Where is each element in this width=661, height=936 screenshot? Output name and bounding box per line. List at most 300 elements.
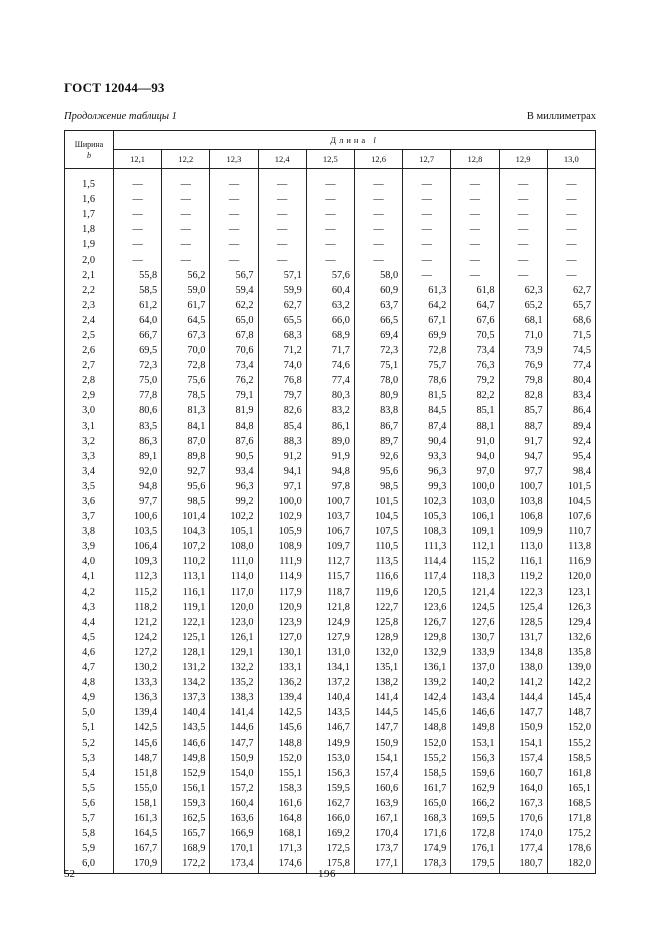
table-row [65, 615, 596, 630]
value-cell: 117,0 [210, 585, 258, 600]
value-cell: 96,3 [210, 479, 258, 494]
value-cell: 72,8 [162, 358, 210, 373]
table-row [65, 328, 596, 343]
value-cell: 131,7 [499, 630, 547, 645]
width-cell: 2,1 [65, 268, 114, 283]
value-cell: — [403, 222, 451, 237]
value-cell: 93,3 [403, 449, 451, 464]
value-cell: 86,1 [306, 419, 354, 434]
value-cell: 114,4 [403, 554, 451, 569]
value-cell: — [306, 237, 354, 252]
width-cell: 5,3 [65, 751, 114, 766]
table-row [65, 630, 596, 645]
width-cell: 3,9 [65, 539, 114, 554]
value-cell: 157,4 [354, 766, 402, 781]
value-cell: 133,3 [114, 675, 162, 690]
value-cell: — [354, 237, 402, 252]
value-cell: — [547, 192, 595, 207]
value-cell: 91,2 [258, 449, 306, 464]
table-row [65, 811, 596, 826]
value-cell: 89,7 [354, 434, 402, 449]
value-cell: 98,4 [547, 464, 595, 479]
value-cell: — [354, 252, 402, 267]
value-cell: 69,4 [354, 328, 402, 343]
value-cell: 62,7 [258, 298, 306, 313]
value-cell: 72,3 [114, 358, 162, 373]
width-cell: 4,0 [65, 554, 114, 569]
value-cell: 136,3 [114, 690, 162, 705]
value-cell: 85,7 [499, 403, 547, 418]
spacer-cell [114, 871, 162, 874]
width-cell: 2,6 [65, 343, 114, 358]
value-cell: — [306, 192, 354, 207]
value-cell: 69,9 [403, 328, 451, 343]
spacer-cell [114, 169, 162, 178]
value-cell: 100,0 [451, 479, 499, 494]
table-row [65, 539, 596, 554]
value-cell: 145,6 [114, 735, 162, 750]
value-cell: — [162, 177, 210, 192]
value-cell: 122,1 [162, 615, 210, 630]
value-cell: 182,0 [547, 856, 595, 871]
spacer-cell [547, 169, 595, 178]
value-cell: 170,4 [354, 826, 402, 841]
value-cell: 178,6 [547, 841, 595, 856]
value-cell: 163,9 [354, 796, 402, 811]
width-cell: 2,2 [65, 283, 114, 298]
value-cell: 60,4 [306, 283, 354, 298]
spacer-row [65, 169, 596, 178]
table-row [65, 313, 596, 328]
value-cell: 68,6 [547, 313, 595, 328]
value-cell: 124,2 [114, 630, 162, 645]
value-cell: 63,7 [354, 298, 402, 313]
length-header-cell: 12,2 [162, 150, 210, 169]
spacer-cell [162, 169, 210, 178]
value-cell: 88,3 [258, 434, 306, 449]
value-cell: 145,6 [258, 720, 306, 735]
value-cell: 67,1 [403, 313, 451, 328]
value-cell: 157,2 [210, 781, 258, 796]
value-cell: 118,7 [306, 585, 354, 600]
value-cell: 85,1 [451, 403, 499, 418]
value-cell: 153,1 [451, 735, 499, 750]
page-counter: 196 [318, 868, 336, 880]
value-cell: 84,8 [210, 419, 258, 434]
value-cell: — [451, 192, 499, 207]
value-cell: 154,1 [354, 751, 402, 766]
value-cell: 67,8 [210, 328, 258, 343]
value-cell: 71,2 [258, 343, 306, 358]
value-cell: 100,6 [114, 509, 162, 524]
value-cell: 137,2 [306, 675, 354, 690]
value-cell: 170,6 [499, 811, 547, 826]
value-cell: 136,2 [258, 675, 306, 690]
table-row [65, 826, 596, 841]
table-row [65, 298, 596, 313]
length-header-cell: 12,9 [499, 150, 547, 169]
value-cell: 154,1 [499, 735, 547, 750]
value-cell: 164,8 [258, 811, 306, 826]
value-cell: 66,5 [354, 313, 402, 328]
value-cell: 68,1 [499, 313, 547, 328]
value-cell: 98,5 [354, 479, 402, 494]
table-row [65, 720, 596, 735]
value-cell: 171,3 [258, 841, 306, 856]
value-cell: 131,0 [306, 645, 354, 660]
value-cell: 162,9 [451, 781, 499, 796]
value-cell: 125,4 [499, 600, 547, 615]
value-cell: 148,7 [547, 705, 595, 720]
value-cell: 146,6 [162, 735, 210, 750]
value-cell: 177,4 [499, 841, 547, 856]
value-cell: 109,1 [451, 524, 499, 539]
value-cell: 111,9 [258, 554, 306, 569]
value-cell: 75,0 [114, 373, 162, 388]
value-cell: 133,9 [451, 645, 499, 660]
width-cell: 1,7 [65, 207, 114, 222]
value-cell: 178,3 [403, 856, 451, 871]
table-row [65, 403, 596, 418]
value-cell: 137,3 [162, 690, 210, 705]
value-cell: 134,8 [499, 645, 547, 660]
value-cell: — [499, 222, 547, 237]
value-cell: 71,0 [499, 328, 547, 343]
value-cell: — [547, 207, 595, 222]
value-cell: 67,3 [162, 328, 210, 343]
value-cell: 74,6 [306, 358, 354, 373]
value-cell: 61,2 [114, 298, 162, 313]
width-cell: 4,1 [65, 569, 114, 584]
value-cell: 134,2 [162, 675, 210, 690]
length-header-label: Длина [330, 135, 369, 145]
value-cell: 177,1 [354, 856, 402, 871]
value-cell: 95,6 [354, 464, 402, 479]
value-cell: 147,7 [210, 735, 258, 750]
value-cell: — [403, 192, 451, 207]
value-cell: — [451, 177, 499, 192]
table-row [65, 796, 596, 811]
table-row [65, 207, 596, 222]
value-cell: 135,8 [547, 645, 595, 660]
value-cell: 121,2 [114, 615, 162, 630]
value-cell: 94,1 [258, 464, 306, 479]
width-cell: 4,5 [65, 630, 114, 645]
value-cell: 172,5 [306, 841, 354, 856]
width-cell: 4,4 [65, 615, 114, 630]
value-cell: 97,0 [451, 464, 499, 479]
value-cell: 110,7 [547, 524, 595, 539]
value-cell: 168,9 [162, 841, 210, 856]
width-cell: 4,8 [65, 675, 114, 690]
value-cell: 136,1 [403, 660, 451, 675]
value-cell: 81,5 [403, 388, 451, 403]
value-cell: 106,1 [451, 509, 499, 524]
value-cell: 124,9 [306, 615, 354, 630]
value-cell: 176,1 [451, 841, 499, 856]
value-cell: 174,6 [258, 856, 306, 871]
value-cell: 167,3 [499, 796, 547, 811]
value-cell: — [210, 177, 258, 192]
value-cell: 87,6 [210, 434, 258, 449]
value-cell: 72,3 [354, 343, 402, 358]
value-cell: 173,4 [210, 856, 258, 871]
value-cell: 150,9 [210, 751, 258, 766]
table-row [65, 841, 596, 856]
value-cell: 68,3 [258, 328, 306, 343]
spacer-cell [403, 871, 451, 874]
width-cell: 3,8 [65, 524, 114, 539]
value-cell: 134,1 [306, 660, 354, 675]
value-cell: 108,9 [258, 539, 306, 554]
width-cell: 3,3 [65, 449, 114, 464]
table-row [65, 751, 596, 766]
value-cell: 171,6 [403, 826, 451, 841]
table-row [65, 449, 596, 464]
value-cell: 94,8 [114, 479, 162, 494]
value-cell: 116,9 [547, 554, 595, 569]
value-cell: 80,4 [547, 373, 595, 388]
spacer-cell [547, 871, 595, 874]
value-cell: 104,3 [162, 524, 210, 539]
value-cell: — [354, 207, 402, 222]
value-cell: 82,8 [499, 388, 547, 403]
value-cell: 103,7 [306, 509, 354, 524]
value-cell: — [499, 192, 547, 207]
value-cell: 135,2 [210, 675, 258, 690]
value-cell: 103,0 [451, 494, 499, 509]
value-cell: 95,4 [547, 449, 595, 464]
value-cell: 121,4 [451, 585, 499, 600]
value-cell: 57,1 [258, 268, 306, 283]
value-cell: 59,0 [162, 283, 210, 298]
value-cell: 125,8 [354, 615, 402, 630]
length-header-cell: 12,4 [258, 150, 306, 169]
width-cell: 1,9 [65, 237, 114, 252]
value-cell: 155,2 [403, 751, 451, 766]
value-cell: 96,3 [403, 464, 451, 479]
value-cell: 115,7 [306, 569, 354, 584]
table-row [65, 645, 596, 660]
value-cell: 102,9 [258, 509, 306, 524]
value-cell: 59,9 [258, 283, 306, 298]
value-cell: 110,2 [162, 554, 210, 569]
value-cell: 108,3 [403, 524, 451, 539]
value-cell: 168,1 [258, 826, 306, 841]
value-cell: 158,5 [403, 766, 451, 781]
value-cell: 120,0 [210, 600, 258, 615]
table-row [65, 705, 596, 720]
value-cell: — [547, 252, 595, 267]
width-cell: 5,9 [65, 841, 114, 856]
value-cell: 70,0 [162, 343, 210, 358]
value-cell: 143,5 [162, 720, 210, 735]
table-body [65, 169, 596, 874]
table-row [65, 268, 596, 283]
length-header-cell: 12,6 [354, 150, 402, 169]
value-cell: 106,7 [306, 524, 354, 539]
value-cell: 158,3 [258, 781, 306, 796]
value-cell: 97,1 [258, 479, 306, 494]
table-row [65, 358, 596, 373]
value-cell: 175,8 [306, 856, 354, 871]
table-row [65, 766, 596, 781]
value-cell: 138,2 [354, 675, 402, 690]
spacer-cell [451, 169, 499, 178]
width-cell: 3,4 [65, 464, 114, 479]
value-cell: 140,4 [306, 690, 354, 705]
value-cell: — [306, 207, 354, 222]
value-cell: — [210, 207, 258, 222]
value-cell: 166,9 [210, 826, 258, 841]
value-cell: 88,7 [499, 419, 547, 434]
value-cell: 169,5 [451, 811, 499, 826]
table-continuation-label: Продолжение таблицы 1 [64, 111, 177, 122]
value-cell: 132,6 [547, 630, 595, 645]
value-cell: 79,1 [210, 388, 258, 403]
value-cell: 120,5 [403, 585, 451, 600]
value-cell: 129,1 [210, 645, 258, 660]
value-cell: 80,3 [306, 388, 354, 403]
value-cell: 174,9 [403, 841, 451, 856]
value-cell: — [499, 177, 547, 192]
length-header-cell: 12,1 [114, 150, 162, 169]
value-cell: — [499, 237, 547, 252]
value-cell: 61,8 [451, 283, 499, 298]
value-cell: 126,1 [210, 630, 258, 645]
spacer-cell [65, 169, 114, 178]
value-cell: 146,6 [451, 705, 499, 720]
value-cell: 90,5 [210, 449, 258, 464]
table-row [65, 419, 596, 434]
width-cell: 4,3 [65, 600, 114, 615]
width-cell: 5,0 [65, 705, 114, 720]
value-cell: 97,7 [499, 464, 547, 479]
width-header-symbol: b [87, 150, 91, 160]
width-cell: 3,2 [65, 434, 114, 449]
value-cell: 165,7 [162, 826, 210, 841]
value-cell: 155,0 [114, 781, 162, 796]
value-cell: 103,8 [499, 494, 547, 509]
value-cell: 123,9 [258, 615, 306, 630]
value-cell: 115,2 [451, 554, 499, 569]
value-cell: 152,0 [547, 720, 595, 735]
value-cell: 164,5 [114, 826, 162, 841]
value-cell: 126,7 [403, 615, 451, 630]
value-cell: 65,2 [499, 298, 547, 313]
value-cell: — [403, 237, 451, 252]
value-cell: 148,7 [114, 751, 162, 766]
value-cell: 76,3 [451, 358, 499, 373]
width-cell: 5,1 [65, 720, 114, 735]
value-cell: 97,8 [306, 479, 354, 494]
value-cell: 161,7 [403, 781, 451, 796]
value-cell: 75,6 [162, 373, 210, 388]
value-cell: — [354, 177, 402, 192]
value-cell: 132,0 [354, 645, 402, 660]
spacer-cell [451, 871, 499, 874]
value-cell: 141,4 [354, 690, 402, 705]
value-cell: 135,1 [354, 660, 402, 675]
spacer-cell [499, 871, 547, 874]
value-cell: 59,4 [210, 283, 258, 298]
value-cell: — [162, 192, 210, 207]
width-cell: 4,7 [65, 660, 114, 675]
spacer-cell [499, 169, 547, 178]
value-cell: 156,3 [451, 751, 499, 766]
document-title: ГОСТ 12044—93 [64, 80, 165, 95]
value-cell: — [162, 222, 210, 237]
value-cell: 173,7 [354, 841, 402, 856]
value-cell: 155,1 [258, 766, 306, 781]
width-cell: 1,8 [65, 222, 114, 237]
value-cell: 158,1 [114, 796, 162, 811]
page-number: 52 [64, 868, 75, 880]
value-cell: 156,1 [162, 781, 210, 796]
value-cell: 89,0 [306, 434, 354, 449]
value-cell: 70,6 [210, 343, 258, 358]
value-cell: 93,4 [210, 464, 258, 479]
value-cell: 101,5 [354, 494, 402, 509]
value-cell: 163,6 [210, 811, 258, 826]
value-cell: 114,0 [210, 569, 258, 584]
table-row [65, 222, 596, 237]
value-cell: 122,7 [354, 600, 402, 615]
value-cell: 144,5 [354, 705, 402, 720]
value-cell: 144,6 [210, 720, 258, 735]
value-cell: — [258, 207, 306, 222]
value-cell: 170,9 [114, 856, 162, 871]
value-cell: 143,5 [306, 705, 354, 720]
table-row [65, 781, 596, 796]
width-header-label: Ширина [74, 139, 104, 149]
value-cell: 171,8 [547, 811, 595, 826]
table-row [65, 600, 596, 615]
value-cell: 60,9 [354, 283, 402, 298]
value-cell: 110,5 [354, 539, 402, 554]
value-cell: 161,8 [547, 766, 595, 781]
width-cell: 5,2 [65, 735, 114, 750]
value-cell: 148,8 [258, 735, 306, 750]
value-cell: 94,0 [451, 449, 499, 464]
value-cell: — [162, 237, 210, 252]
width-cell: 4,9 [65, 690, 114, 705]
value-cell: 126,3 [547, 600, 595, 615]
value-cell: 166,0 [306, 811, 354, 826]
value-cell: 62,7 [547, 283, 595, 298]
value-cell: 92,4 [547, 434, 595, 449]
table-row [65, 479, 596, 494]
value-cell: 87,4 [403, 419, 451, 434]
value-cell: 80,9 [354, 388, 402, 403]
value-cell: 75,7 [403, 358, 451, 373]
value-cell: — [403, 268, 451, 283]
value-cell: — [210, 252, 258, 267]
value-cell: 162,5 [162, 811, 210, 826]
value-cell: 76,9 [499, 358, 547, 373]
table-row [65, 343, 596, 358]
value-cell: 147,7 [354, 720, 402, 735]
length-header-cell: 13,0 [547, 150, 595, 169]
value-cell: 129,4 [547, 615, 595, 630]
length-header-cell: 12,5 [306, 150, 354, 169]
value-cell: 66,0 [306, 313, 354, 328]
value-cell: 101,4 [162, 509, 210, 524]
value-cell: 153,0 [306, 751, 354, 766]
value-cell: 125,1 [162, 630, 210, 645]
value-cell: 109,9 [499, 524, 547, 539]
value-cell: 109,3 [114, 554, 162, 569]
